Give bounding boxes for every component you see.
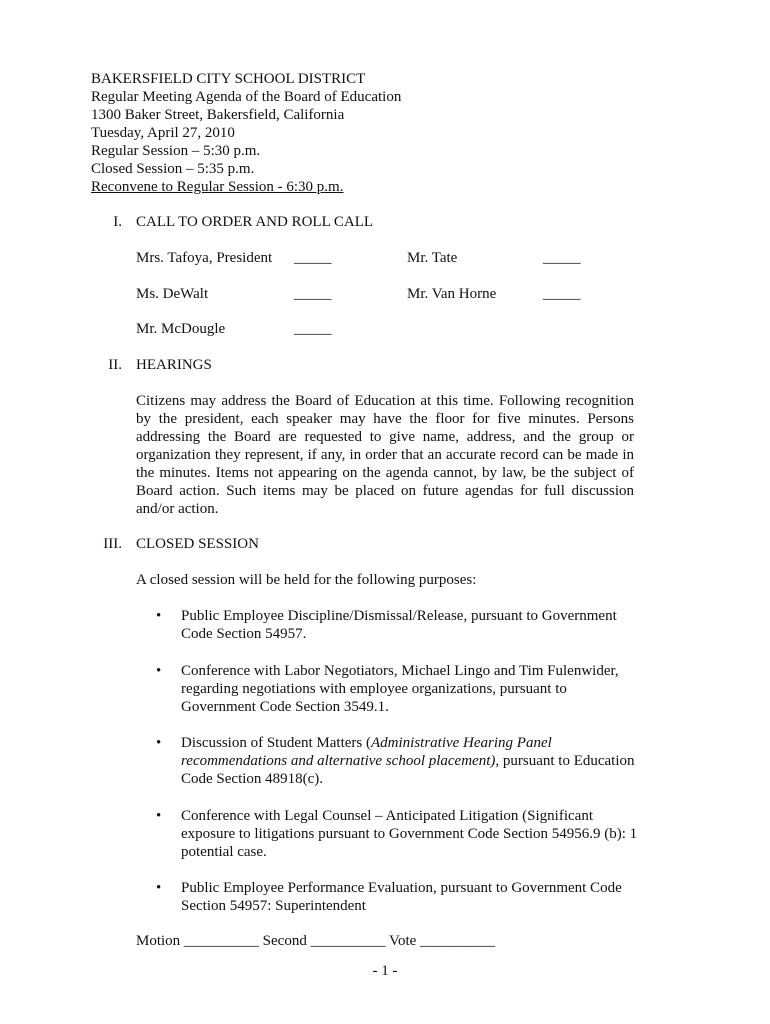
roll-call-member: Mr. Tate bbox=[407, 250, 458, 266]
list-item-text: Public Employee Discipline/Dismissal/Release, pursuant to Government Code Section 54957. bbox=[181, 608, 617, 642]
roll-call-member: Mr. McDougle bbox=[136, 321, 226, 337]
agenda-header bbox=[91, 70, 401, 196]
roll-call-member: Mrs. Tafoya, President bbox=[136, 250, 273, 266]
motion-line: Motion __________ Second __________ Vote __________ bbox=[136, 933, 496, 949]
district-name: BAKERSFIELD CITY SCHOOL DISTRICT bbox=[91, 71, 366, 87]
section-number: III. bbox=[103, 536, 122, 552]
roll-call-blank: _____ bbox=[543, 250, 581, 266]
regular-session-time: Regular Session – 5:30 p.m. bbox=[91, 143, 261, 159]
section-number: I. bbox=[113, 214, 122, 230]
bullet-icon: • bbox=[156, 663, 162, 679]
roll-call-blank: _____ bbox=[543, 286, 581, 302]
roll-call-blank: _____ bbox=[294, 286, 332, 302]
meeting-title: Regular Meeting Agenda of the Board of Education bbox=[91, 89, 402, 105]
list-item-text-part: pursuant to Education Code Section 48918(c). bbox=[181, 753, 635, 787]
roll-call-blank: _____ bbox=[294, 250, 332, 266]
meeting-address: 1300 Baker Street, Bakersfield, California bbox=[91, 107, 345, 123]
bullet-icon: • bbox=[156, 735, 162, 751]
list-item-text: Conference with Labor Negotiators, Michael Lingo and Tim Fulenwider, regarding negotiations with employee organizations, pursuant to Government Code Section 3549.1. bbox=[181, 663, 619, 715]
bullet-icon: • bbox=[156, 808, 162, 824]
list-item-italic-text: Administrative Hearing Panel recommendations and alternative school placement), bbox=[181, 735, 552, 769]
bullet-icon: • bbox=[156, 880, 162, 896]
section-title: CALL TO ORDER AND ROLL CALL bbox=[136, 214, 374, 230]
roll-call-member: Ms. DeWalt bbox=[136, 286, 209, 302]
section-title: CLOSED SESSION bbox=[136, 536, 259, 552]
roll-call-blank: _____ bbox=[294, 321, 332, 337]
roll-call-member: Mr. Van Horne bbox=[407, 286, 497, 302]
list-item-text-part: Discussion of Student Matters ( bbox=[181, 735, 371, 751]
meeting-date: Tuesday, April 27, 2010 bbox=[91, 125, 235, 141]
section-number: II. bbox=[108, 357, 122, 373]
closed-session-time: Closed Session – 5:35 p.m. bbox=[91, 161, 255, 177]
bullet-icon: • bbox=[156, 608, 162, 624]
list-item-text bbox=[181, 734, 641, 788]
hearings-paragraph: Citizens may address the Board of Education at this time. Following recognition by the president, each speaker may have the floor for five minutes. Persons addressing the Board are requested to give name, address, and the group or organization they represent, if any, in order that an accurate record can be made in the minutes. Items not appearing on the agenda cannot, by law, be the subject of Board action. Such items may be placed on future agendas for full discussion and/or action. bbox=[136, 393, 634, 517]
list-item-text: Public Employee Performance Evaluation, pursuant to Government Code Section 54957: Superintendent bbox=[181, 880, 622, 914]
reconvene-time: Reconvene to Regular Session - 6:30 p.m. bbox=[91, 179, 344, 195]
list-item-text: Conference with Legal Counsel – Anticipated Litigation (Significant exposure to litigations pursuant to Government Code Section 54956.9 (b): 1 potential case. bbox=[181, 808, 638, 860]
closed-session-intro: A closed session will be held for the following purposes: bbox=[136, 572, 477, 588]
page-number: - 1 - bbox=[372, 963, 398, 979]
section-title: HEARINGS bbox=[136, 357, 212, 373]
